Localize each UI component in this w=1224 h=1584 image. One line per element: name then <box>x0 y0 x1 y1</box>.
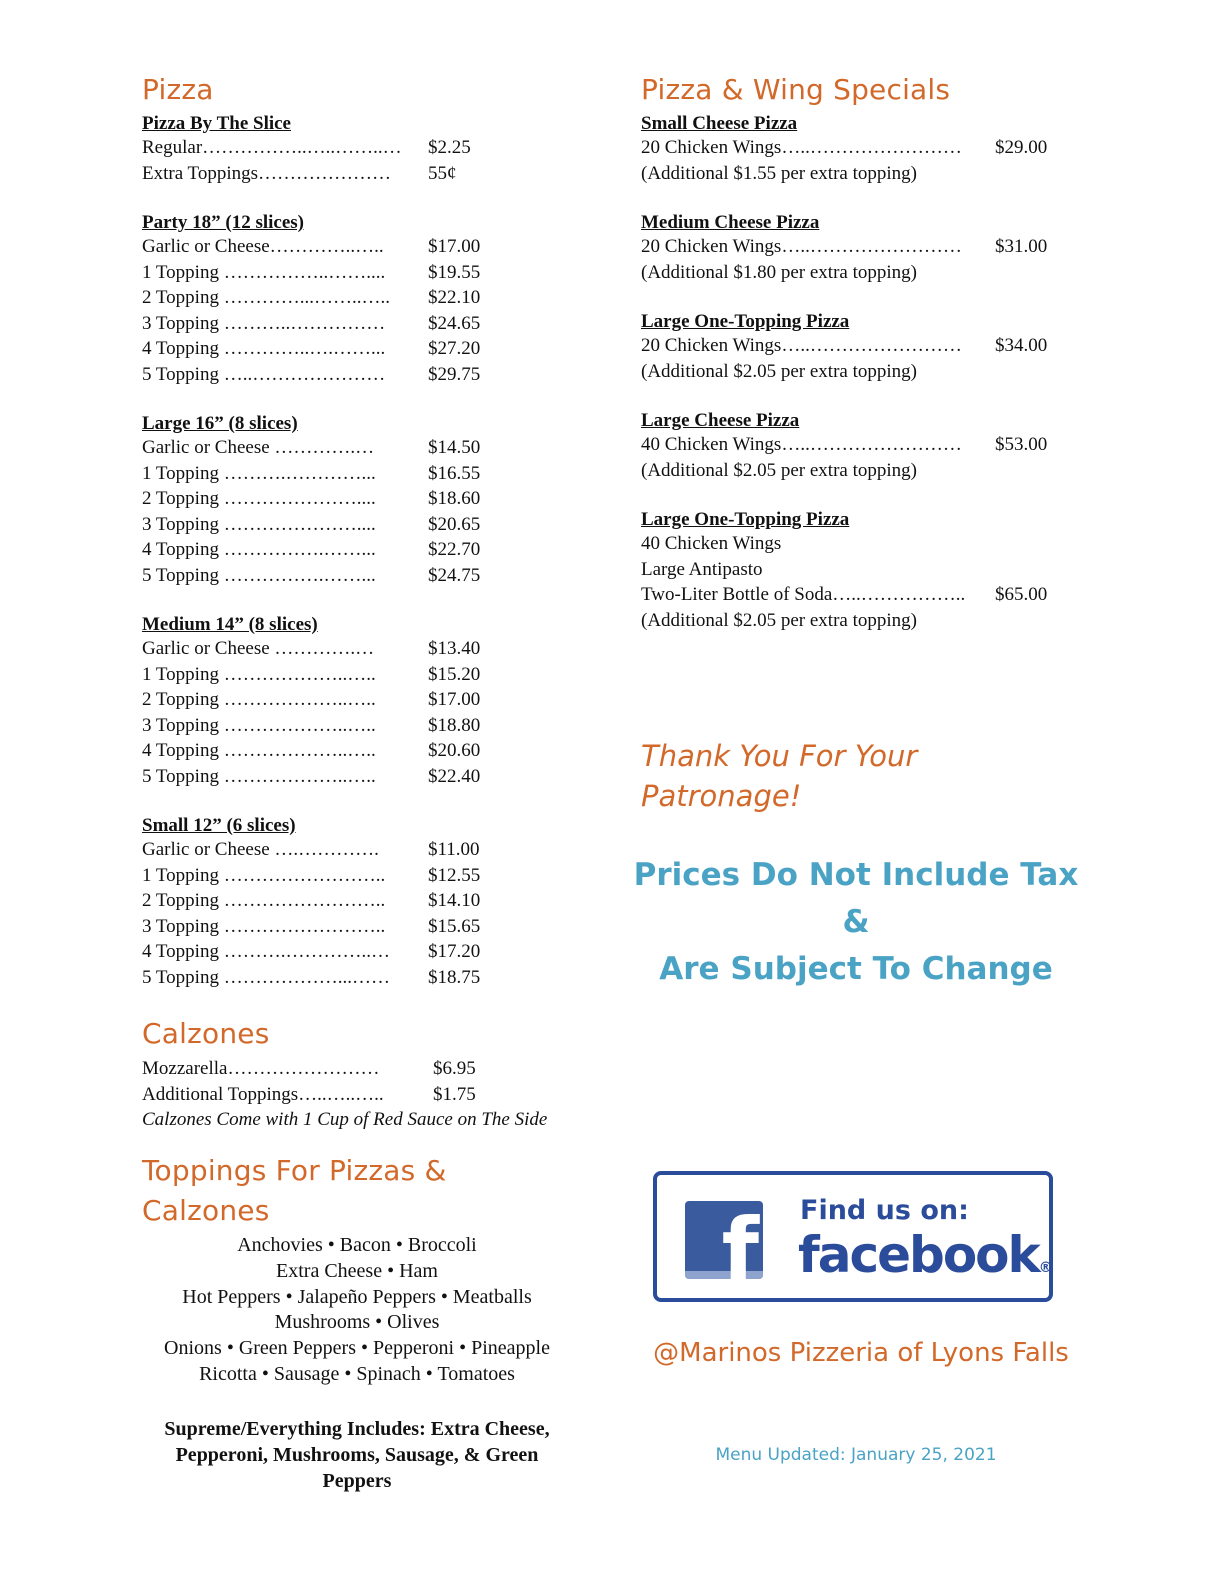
group-gap <box>641 285 1071 310</box>
item-price: $29.75 <box>428 363 481 385</box>
item-label: 4 Topping ………………..….. <box>142 740 376 761</box>
special-row <box>641 234 1071 260</box>
item-price: $1.75 <box>433 1083 476 1105</box>
price-row <box>142 939 582 965</box>
price-row <box>142 636 582 662</box>
group-gap <box>142 789 582 814</box>
right-column <box>641 70 1071 633</box>
item-label: 5 Topping ………………...…… <box>142 966 390 988</box>
group-gap <box>142 186 582 211</box>
specials-title: Pizza & Wing Specials <box>641 73 951 106</box>
item-price: $18.80 <box>428 714 481 736</box>
item-label: 5 Topping …………….……... <box>142 564 376 586</box>
item-price: $19.55 <box>428 261 481 283</box>
special-label: 40 Chicken Wings <box>641 533 782 554</box>
item-price: $24.75 <box>428 564 481 586</box>
special-label: (Additional $1.55 per extra topping) <box>641 162 917 184</box>
item-price: $14.10 <box>428 890 481 911</box>
tax-notice <box>631 852 1081 993</box>
pizza-size-heading: Pizza By The Slice <box>142 113 291 134</box>
item-price: $6.95 <box>433 1058 476 1079</box>
item-label: Additional Toppings…..…..….. <box>142 1083 384 1105</box>
price-row <box>142 914 582 940</box>
item-label: 3 Topping ………………..….. <box>142 714 376 736</box>
item-price: 55¢ <box>428 162 457 184</box>
facebook-icon <box>685 1201 763 1279</box>
price-row <box>142 161 582 187</box>
price-row <box>142 764 582 790</box>
calzone-note: Calzones Come with 1 Cup of Red Sauce on The Side <box>142 1109 548 1130</box>
price-row <box>142 537 582 563</box>
price-row <box>142 486 582 512</box>
item-label: 1 Topping ……….…………... <box>142 462 376 484</box>
special-label: 20 Chicken Wings…..…………………… <box>641 335 962 356</box>
topping-line: Extra Cheese • Ham <box>276 1259 438 1282</box>
item-label: 4 Topping ……….…………..… <box>142 941 390 962</box>
supreme-note: Supreme/Everything Includes: Extra Cheese, Pepperoni, Mushrooms, Sausage, & Green Peppers <box>164 1417 550 1492</box>
price-row <box>142 512 582 538</box>
item-label: 4 Topping …………….……... <box>142 539 376 560</box>
special-heading: Large One-Topping Pizza <box>641 311 850 332</box>
item-label: 2 Topping ………………….... <box>142 488 376 509</box>
facebook-find-us: Find us on: <box>800 1195 969 1226</box>
special-row <box>641 608 1071 634</box>
special-groups <box>641 112 1071 633</box>
item-label: 1 Topping ………………..….. <box>142 663 376 685</box>
price-row <box>142 888 582 914</box>
menu-updated-date: Menu Updated: January 25, 2021 <box>715 1445 997 1465</box>
special-row <box>641 458 1071 484</box>
special-price: $31.00 <box>995 236 1048 257</box>
item-label: 1 Topping ……………..…….... <box>142 261 386 283</box>
price-row <box>142 837 582 863</box>
facebook-badge[interactable] <box>653 1171 1053 1302</box>
pizza-size-heading: Small 12” (6 slices) <box>142 815 296 836</box>
group-gap <box>641 384 1071 409</box>
group-gap <box>142 387 582 412</box>
special-label: 20 Chicken Wings…..…………………… <box>641 236 962 257</box>
item-price: $17.00 <box>428 236 481 257</box>
group-gap <box>641 186 1071 211</box>
item-price: $17.00 <box>428 689 481 710</box>
special-row <box>641 161 1071 187</box>
price-row <box>142 461 582 487</box>
price-row <box>142 1056 582 1082</box>
price-row <box>142 435 582 461</box>
topping-lines <box>142 1233 572 1388</box>
pizza-size-heading: Medium 14” (8 slices) <box>142 614 318 635</box>
pizza-size-heading: Large 16” (8 slices) <box>142 413 298 434</box>
item-label: 1 Topping …………………….. <box>142 864 386 886</box>
special-row <box>641 557 1071 583</box>
facebook-handle[interactable]: @Marinos Pizzeria of Lyons Falls <box>653 1338 1069 1368</box>
pizza-groups <box>142 112 582 990</box>
facebook-f-letter: f <box>721 1201 759 1279</box>
special-label: Two-Liter Bottle of Soda…..…………….. <box>641 584 966 605</box>
item-price: $18.60 <box>428 488 481 509</box>
left-column <box>142 70 582 1494</box>
special-label: Large Antipasto <box>641 558 763 580</box>
special-price: $65.00 <box>995 584 1048 605</box>
item-price: $15.20 <box>428 663 481 685</box>
item-price: $13.40 <box>428 638 481 659</box>
price-row <box>142 234 582 260</box>
special-row <box>641 359 1071 385</box>
special-heading: Small Cheese Pizza <box>641 113 798 134</box>
topping-line: Anchovies • Bacon • Broccoli <box>237 1234 477 1256</box>
item-price: $12.55 <box>428 864 481 886</box>
item-label: 2 Topping …………...……..….. <box>142 287 390 308</box>
special-price: $53.00 <box>995 434 1048 455</box>
topping-line: Mushrooms • Olives <box>274 1311 440 1334</box>
item-price: $15.65 <box>428 915 481 937</box>
price-row <box>142 687 582 713</box>
special-heading: Large Cheese Pizza <box>641 410 800 431</box>
facebook-wordmark: facebook® <box>798 1226 1053 1284</box>
calzones-title: Calzones <box>142 1017 270 1050</box>
price-row <box>142 311 582 337</box>
special-price: $34.00 <box>995 335 1048 356</box>
pizza-title: Pizza <box>142 73 214 106</box>
special-row <box>641 260 1071 286</box>
item-label: Garlic or Cheese…………..….. <box>142 236 384 257</box>
group-gap <box>641 483 1071 508</box>
special-heading: Medium Cheese Pizza <box>641 212 820 233</box>
item-price: $27.20 <box>428 338 481 359</box>
item-price: $20.65 <box>428 513 481 535</box>
special-label: 40 Chicken Wings…..…………………… <box>641 434 962 455</box>
topping-line: Hot Peppers • Jalapeño Peppers • Meatballs <box>182 1285 532 1308</box>
price-row <box>142 662 582 688</box>
price-row <box>142 863 582 889</box>
item-price: $17.20 <box>428 941 481 962</box>
special-heading: Large One-Topping Pizza <box>641 509 850 530</box>
calzone-items <box>142 1056 582 1107</box>
item-price: $16.55 <box>428 462 481 484</box>
special-row <box>641 432 1071 458</box>
item-label: Mozzarella…………………… <box>142 1058 380 1079</box>
tax-line-1: Prices Do Not Include Tax <box>633 857 1079 893</box>
item-label: Garlic or Cheese ………….… <box>142 437 375 458</box>
special-row <box>641 333 1071 359</box>
item-price: $2.25 <box>428 137 471 158</box>
price-row <box>142 1082 582 1108</box>
item-label: Regular……………..…..……..… <box>142 137 402 158</box>
item-label: 2 Topping ………………..….. <box>142 689 376 710</box>
tax-line-2: & <box>842 904 870 940</box>
item-label: 3 Topping ………..…………… <box>142 312 386 334</box>
price-row <box>142 362 582 388</box>
special-row <box>641 135 1071 161</box>
special-label: (Additional $1.80 per extra topping) <box>641 261 917 283</box>
special-row <box>641 582 1071 608</box>
price-row <box>142 738 582 764</box>
price-row <box>142 713 582 739</box>
topping-line: Onions • Green Peppers • Pepperoni • Pineapple <box>164 1337 550 1360</box>
toppings-title: Toppings For Pizzas & Calzones <box>142 1154 447 1227</box>
price-row <box>142 965 582 991</box>
group-gap <box>142 588 582 613</box>
item-label: Garlic or Cheese ….…………. <box>142 839 379 860</box>
special-label: (Additional $2.05 per extra topping) <box>641 459 917 481</box>
special-price: $29.00 <box>995 137 1048 158</box>
topping-line: Ricotta • Sausage • Spinach • Tomatoes <box>199 1362 515 1385</box>
item-price: $24.65 <box>428 312 481 334</box>
item-price: $22.10 <box>428 287 481 308</box>
item-label: 5 Topping ………………..….. <box>142 765 376 787</box>
thank-you-message: Thank You For Your Patronage! <box>641 739 918 813</box>
price-row <box>142 260 582 286</box>
item-label: Garlic or Cheese ………….… <box>142 638 375 659</box>
item-label: 3 Topping …………………….. <box>142 915 386 937</box>
item-price: $22.40 <box>428 765 481 787</box>
item-label: 4 Topping …………..….……... <box>142 338 386 359</box>
price-row <box>142 135 582 161</box>
item-price: $20.60 <box>428 740 481 761</box>
special-label: 20 Chicken Wings…..…………………… <box>641 137 962 158</box>
item-label: Extra Toppings………………… <box>142 162 392 184</box>
special-row <box>641 531 1071 557</box>
item-price: $11.00 <box>428 839 480 860</box>
tax-line-3: Are Subject To Change <box>659 951 1053 987</box>
item-price: $18.75 <box>428 966 481 988</box>
item-label: 5 Topping …..………………… <box>142 363 386 385</box>
item-label: 3 Topping ………………….... <box>142 513 376 535</box>
special-label: (Additional $2.05 per extra topping) <box>641 609 917 631</box>
item-price: $22.70 <box>428 539 481 560</box>
price-row <box>142 285 582 311</box>
price-row <box>142 336 582 362</box>
pizza-size-heading: Party 18” (12 slices) <box>142 212 304 233</box>
item-price: $14.50 <box>428 437 481 458</box>
item-label: 2 Topping …………………….. <box>142 890 386 911</box>
price-row <box>142 563 582 589</box>
special-label: (Additional $2.05 per extra topping) <box>641 360 917 382</box>
